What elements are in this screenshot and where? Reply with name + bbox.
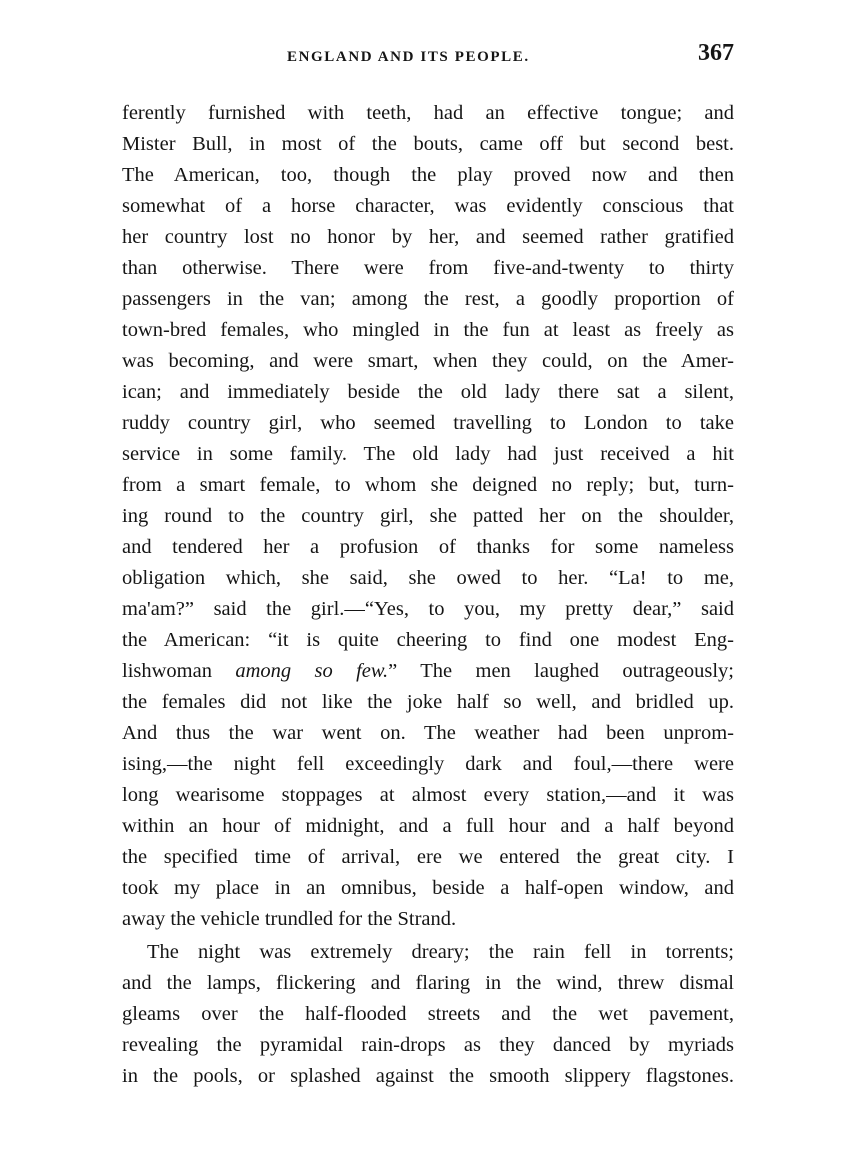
text-line: within an hour of midnight, and a full hour and a half beyond <box>122 815 734 837</box>
text-line: The night was extremely dreary; the rain fell in torrents; <box>147 941 734 963</box>
text-line: her country lost no honor by her, and seemed rather gratified <box>122 226 734 248</box>
text-line: passengers in the van; among the rest, a goodly proportion of <box>122 288 734 310</box>
text-line: was becoming, and were smart, when they could, on the Amer- <box>122 350 734 372</box>
paragraph-2 <box>122 937 734 1092</box>
text-line: from a smart female, to whom she deigned no reply; but, turn- <box>122 474 734 496</box>
text-line-with-italic <box>122 656 734 687</box>
text-line: the females did not like the joke half so well, and bridled up. <box>122 691 734 713</box>
running-head <box>122 40 734 76</box>
text-line: town-bred females, who mingled in the fun at least as freely as <box>122 319 734 341</box>
page-number: 367 <box>698 40 734 66</box>
text-line: service in some family. The old lady had just received a hit <box>122 443 734 465</box>
paragraph-1 <box>122 98 734 935</box>
text-line: the American: “it is quite cheering to find one modest Eng- <box>122 629 734 651</box>
text-line: than otherwise. There were from five-and-twenty to thirty <box>122 257 734 279</box>
text-line: and the lamps, flickering and flaring in the wind, threw dismal <box>122 972 734 994</box>
text-line: obligation which, she said, she owed to her. “La! to me, <box>122 567 734 589</box>
text-line: ferently furnished with teeth, had an effective tongue; and <box>122 102 734 124</box>
text-line: gleams over the half-flooded streets and the wet pavement, <box>122 1003 734 1025</box>
text-line: ruddy country girl, who seemed travelling to London to take <box>122 412 734 434</box>
text-segment: lishwoman <box>122 660 236 682</box>
running-title: ENGLAND AND ITS PEOPLE. <box>287 49 530 65</box>
text-line: the specified time of arrival, ere we entered the great city. I <box>122 846 734 868</box>
italic-phrase: among so few. <box>235 660 389 682</box>
text-line: long wearisome stoppages at almost every station,—and it was <box>122 784 734 806</box>
text-line: away the vehicle trundled for the Strand. <box>122 908 457 930</box>
text-line: revealing the pyramidal rain-drops as they danced by myriads <box>122 1034 734 1056</box>
text-line: in the pools, or splashed against the smooth slippery flagstones. <box>122 1065 734 1087</box>
body-text <box>122 98 734 1092</box>
text-line: Mister Bull, in most of the bouts, came off but second best. <box>122 133 734 155</box>
text-segment: ” The men laughed outrageously; <box>388 660 734 682</box>
text-line: ma'am?” said the girl.—“Yes, to you, my pretty dear,” said <box>122 598 734 620</box>
text-line: took my place in an omnibus, beside a half-open window, and <box>122 877 734 899</box>
text-line: somewhat of a horse character, was evidently conscious that <box>122 195 734 217</box>
text-line: ing round to the country girl, she patted her on the shoulder, <box>122 505 734 527</box>
text-line: The American, too, though the play proved now and then <box>122 164 734 186</box>
text-line: and tendered her a profusion of thanks for some nameless <box>122 536 734 558</box>
text-line: And thus the war went on. The weather had been unprom- <box>122 722 734 744</box>
text-line: ican; and immediately beside the old lady there sat a silent, <box>122 381 734 403</box>
text-line: ising,—the night fell exceedingly dark and foul,—there were <box>122 753 734 775</box>
